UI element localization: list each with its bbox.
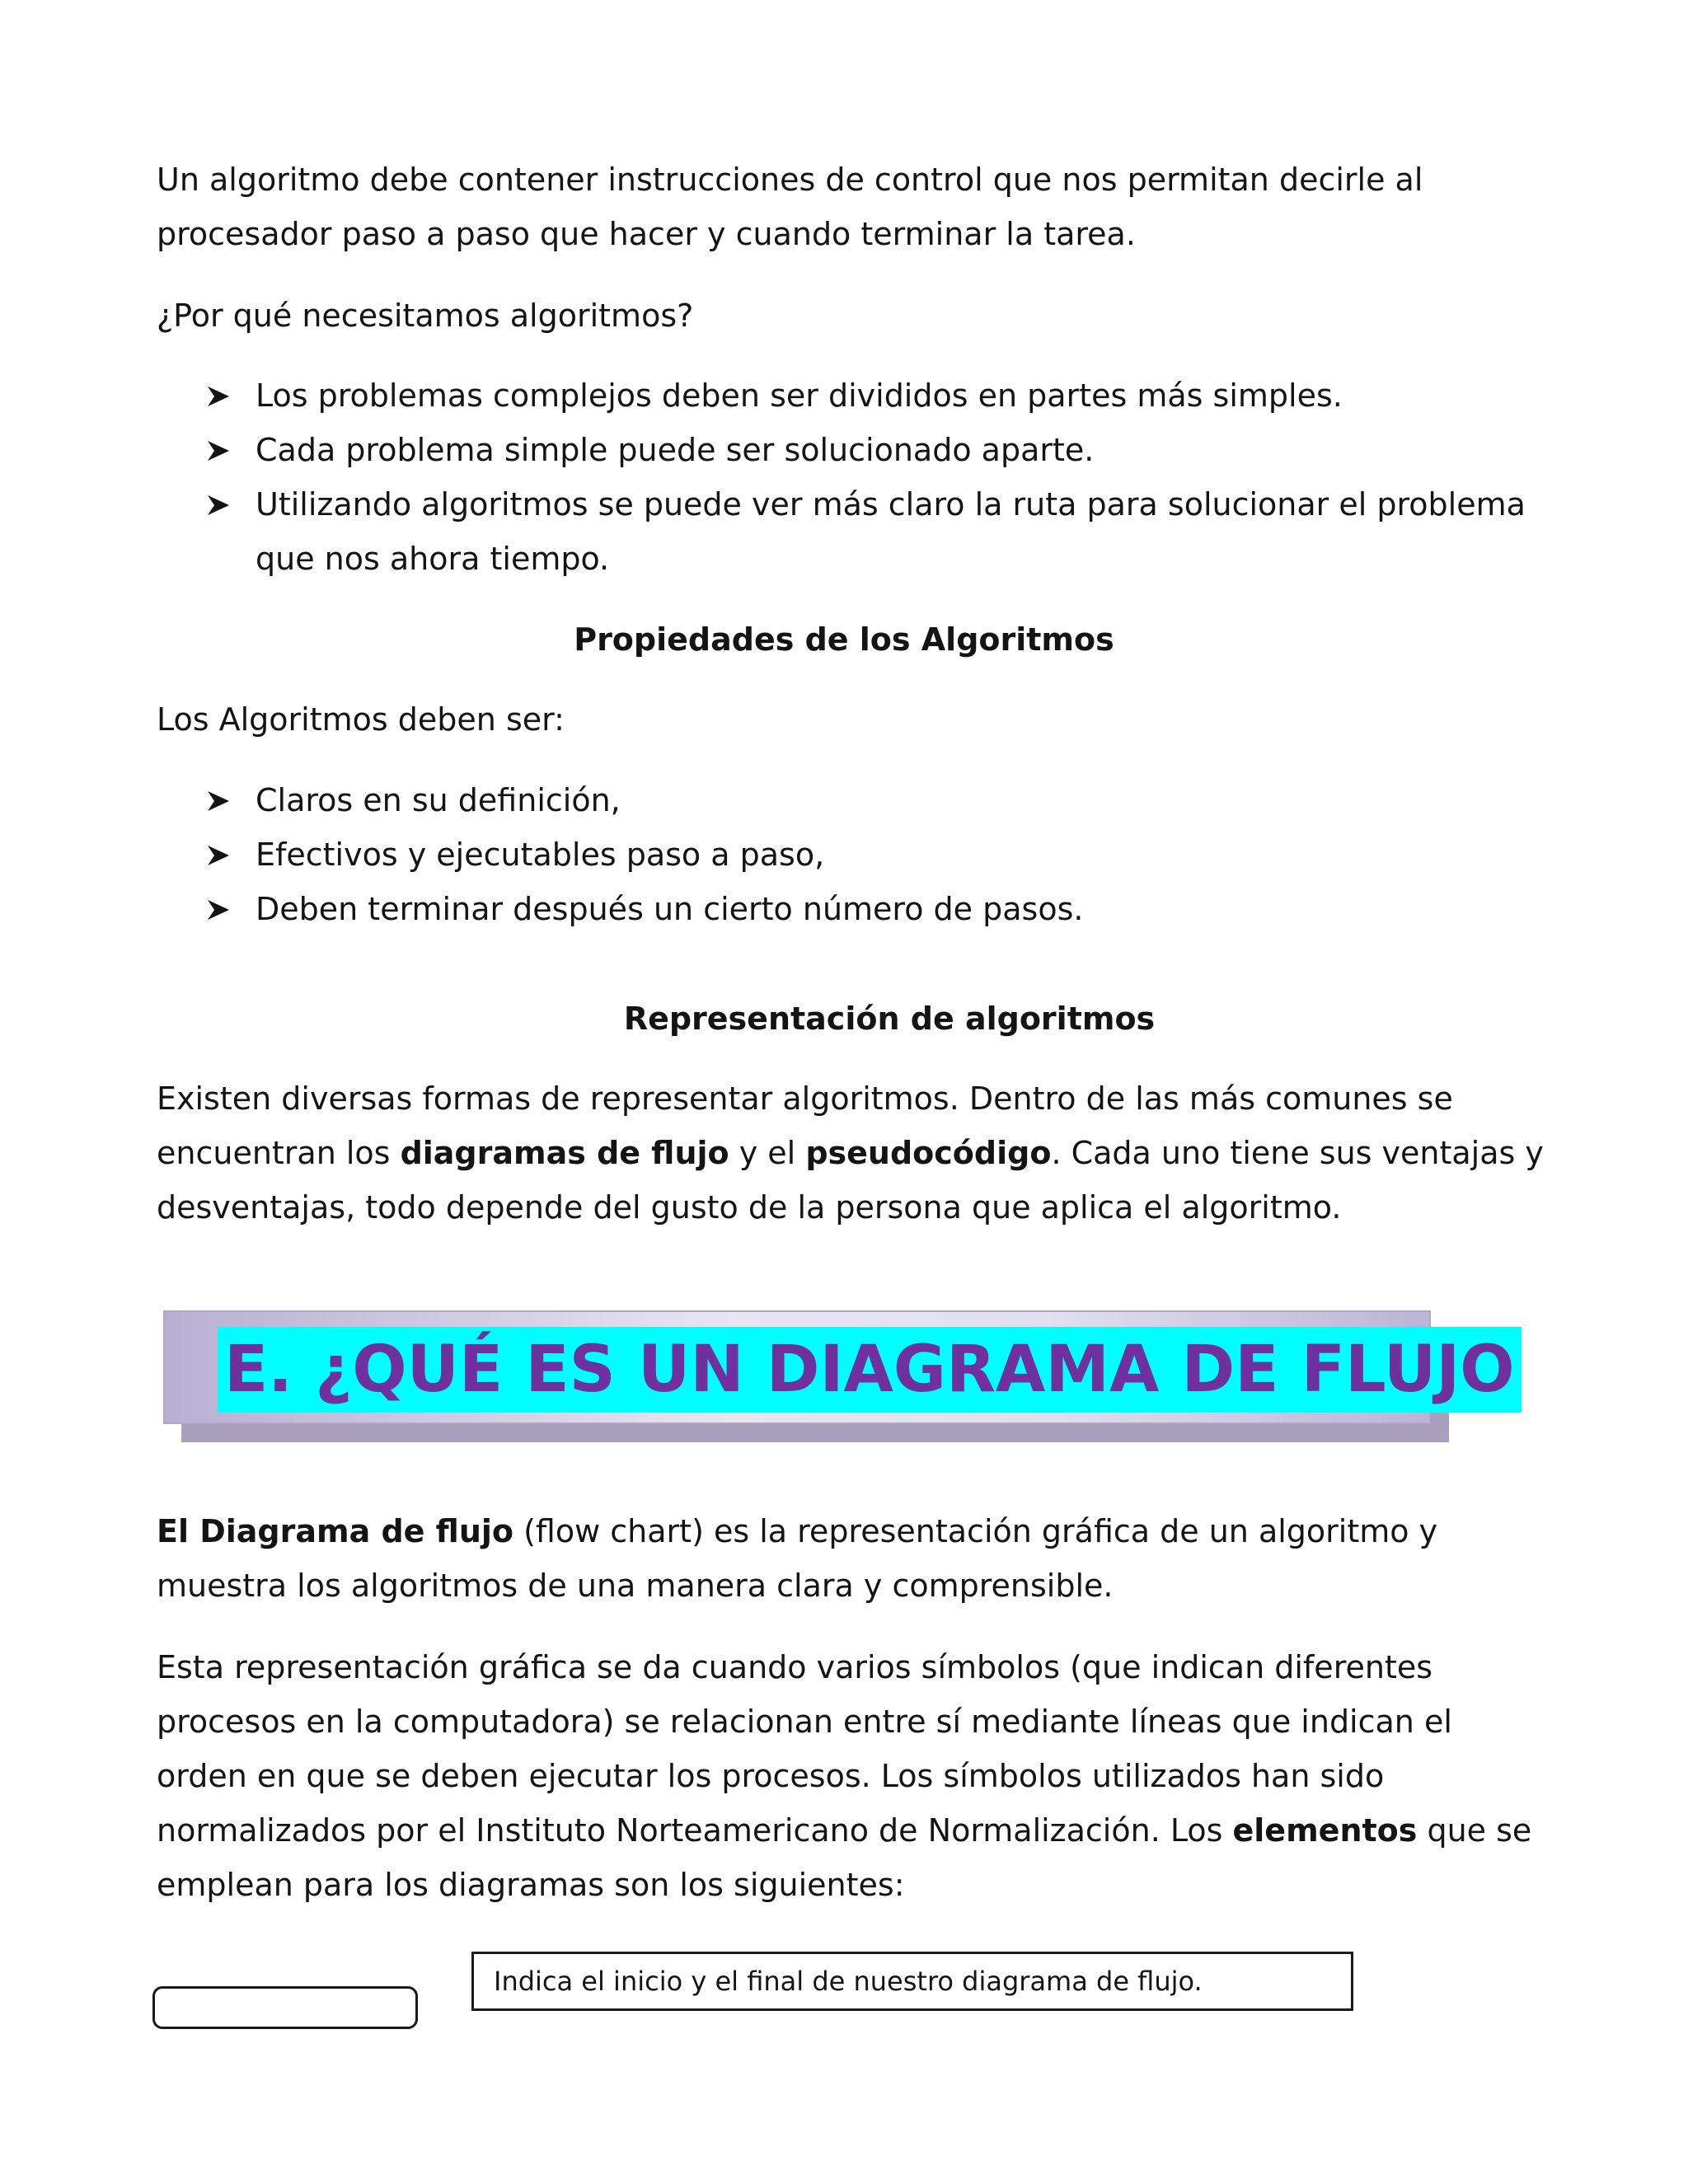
- representation-line-2-part: encuentran los: [157, 1135, 401, 1171]
- symbols-line-4-end: que se: [1417, 1812, 1532, 1849]
- bullet-text: Efectivos y ejecutables paso a paso,: [256, 837, 825, 873]
- section-title: E. ¿QUÉ ES UN DIAGRAMA DE FLUJO: [218, 1327, 1522, 1413]
- arrow-bullet-icon: [206, 368, 239, 408]
- symbols-paragraph: [157, 1640, 1558, 1912]
- pseudocode-term: pseudocódigo: [805, 1135, 1052, 1171]
- arrow-bullet-icon: [206, 423, 239, 462]
- representation-line-3: desventajas, todo depende del gusto de la persona que aplica el algoritmo.: [157, 1189, 1342, 1226]
- arrow-bullet-icon: [206, 882, 239, 921]
- representation-line-1: Existen diversas formas de representar algoritmos. Dentro de las más comunes se: [157, 1080, 1453, 1117]
- symbols-line-2: procesos en la computadora) se relacionan entre sí mediante líneas que indican el: [157, 1704, 1452, 1740]
- intro-line-2: procesador paso a paso que hacer y cuando terminar la tarea.: [157, 216, 1136, 252]
- symbols-line-3: orden en que se deben ejecutar los procesos. Los símbolos utilizados han sido: [157, 1758, 1385, 1794]
- symbols-line-5: emplean para los diagramas son los siguientes:: [157, 1867, 905, 1903]
- definition-line-1: (flow chart) es la representación gráfica de un algoritmo y: [513, 1513, 1438, 1549]
- bullet-text: Cada problema simple puede ser solucionado aparte.: [256, 432, 1095, 468]
- definition-line-2: muestra los algoritmos de una manera clara y comprensible.: [157, 1568, 1114, 1604]
- list-item: [206, 773, 1558, 827]
- why-bullet-list: [206, 368, 1558, 586]
- why-question: ¿Por qué necesitamos algoritmos?: [157, 298, 694, 334]
- definition-term: El Diagrama de flujo: [157, 1513, 514, 1549]
- section-banner: [163, 1310, 1515, 1442]
- terminal-symbol-icon: [152, 1986, 418, 2029]
- list-item: [206, 882, 1558, 936]
- arrow-bullet-icon: [206, 827, 239, 867]
- bullet-text: Los problemas complejos deben ser divididos en partes más simples.: [256, 377, 1343, 414]
- representation-heading: Representación de algoritmos: [623, 1001, 1156, 1037]
- arrow-bullet-icon: [206, 773, 239, 813]
- symbols-line-4: normalizados por el Instituto Norteamericano de Normalización. Los: [157, 1812, 1233, 1849]
- representation-line-2-part: y el: [729, 1135, 806, 1171]
- banner-panel: [163, 1310, 1515, 1424]
- bullet-text-continued: que nos ahora tiempo.: [256, 541, 610, 577]
- definition-paragraph: [157, 1504, 1558, 1613]
- list-item: [206, 477, 1558, 586]
- elements-term: elementos: [1232, 1812, 1418, 1849]
- list-item: [206, 368, 1558, 423]
- representation-paragraph: [157, 1071, 1558, 1235]
- properties-heading: Propiedades de los Algoritmos: [574, 621, 1114, 658]
- bullet-text: Claros en su definición,: [256, 782, 621, 818]
- list-item: [206, 827, 1558, 882]
- bullet-text: Deben terminar después un cierto número de pasos.: [256, 891, 1084, 927]
- intro-paragraph: [157, 152, 1558, 261]
- intro-line-1: Un algoritmo debe contener instrucciones de control que nos permitan decirle al: [157, 162, 1423, 198]
- arrow-bullet-icon: [206, 477, 239, 517]
- properties-bullet-list: [206, 773, 1558, 936]
- symbols-line-1: Esta representación gráfica se da cuando varios símbolos (que indican diferentes: [157, 1649, 1433, 1685]
- terminal-description-box: Indica el inicio y el final de nuestro diagrama de flujo.: [471, 1952, 1353, 2011]
- bullet-text: Utilizando algoritmos se puede ver más claro la ruta para solucionar el problema: [256, 486, 1526, 523]
- flowchart-term: diagramas de flujo: [400, 1135, 729, 1171]
- representation-line-2-part: . Cada uno tiene sus ventajas y: [1051, 1135, 1544, 1171]
- properties-intro: Los Algoritmos deben ser:: [157, 701, 565, 738]
- list-item: [206, 423, 1558, 477]
